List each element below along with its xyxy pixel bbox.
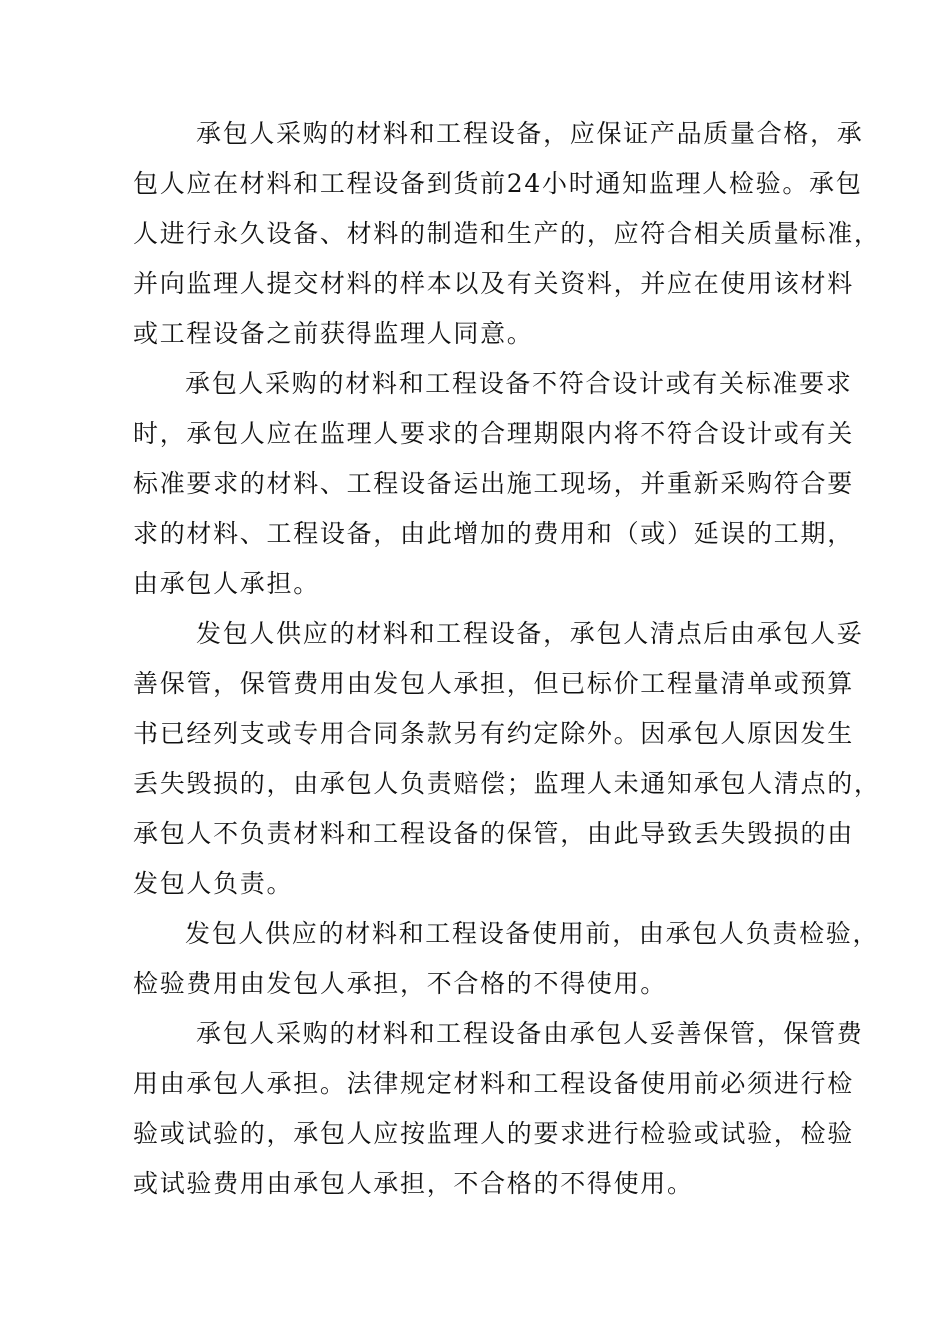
paragraph-1-line-5: 或工程设备之前获得监理人同意。 bbox=[133, 319, 534, 348]
paragraph-1-line-1: 承包人采购的材料和工程设备，应保证产品质量合格，承 bbox=[196, 119, 864, 148]
paragraph-1-line-3: 人进行永久设备、材料的制造和生产的，应符合相关质量标准， bbox=[133, 219, 881, 248]
paragraph-2-line-2: 时，承包人应在监理人要求的合理期限内将不符合设计或有关 bbox=[133, 419, 854, 448]
paragraph-2-line-5: 由承包人承担。 bbox=[133, 569, 320, 598]
paragraph-3-line-2: 善保管，保管费用由发包人承担，但已标价工程量清单或预算 bbox=[133, 669, 854, 698]
paragraph-5-line-2: 用由承包人承担。法律规定材料和工程设备使用前必须进行检 bbox=[133, 1069, 854, 1098]
paragraph-5-line-1: 承包人采购的材料和工程设备由承包人妥善保管，保管费 bbox=[196, 1019, 864, 1048]
paragraph-5-line-4: 或试验费用由承包人承担，不合格的不得使用。 bbox=[133, 1169, 694, 1198]
paragraph-1-line-2: 包人应在材料和工程设备到货前24小时通知监理人检验。承包 bbox=[133, 169, 863, 198]
paragraph-5-line-3: 验或试验的，承包人应按监理人的要求进行检验或试验，检验 bbox=[133, 1119, 854, 1148]
paragraph-1-line-4: 并向监理人提交材料的样本以及有关资料，并应在使用该材料 bbox=[133, 269, 854, 298]
paragraph-4-line-1: 发包人供应的材料和工程设备使用前，由承包人负责检验， bbox=[185, 919, 880, 948]
paragraph-2-line-1: 承包人采购的材料和工程设备不符合设计或有关标准要求 bbox=[185, 369, 853, 398]
paragraph-3-line-4: 丢失毁损的，由承包人负责赔偿；监理人未通知承包人清点的， bbox=[133, 769, 881, 798]
paragraph-4-line-2: 检验费用由发包人承担，不合格的不得使用。 bbox=[133, 969, 668, 998]
paragraph-3-line-5: 承包人不负责材料和工程设备的保管，由此导致丢失毁损的由 bbox=[133, 819, 854, 848]
paragraph-3-line-3: 书已经列支或专用合同条款另有约定除外。因承包人原因发生 bbox=[133, 719, 854, 748]
paragraph-3-line-6: 发包人负责。 bbox=[133, 869, 294, 898]
paragraph-3-line-1: 发包人供应的材料和工程设备，承包人清点后由承包人妥 bbox=[196, 619, 864, 648]
paragraph-2-line-3: 标准要求的材料、工程设备运出施工现场，并重新采购符合要 bbox=[133, 469, 854, 498]
paragraph-2-line-4: 求的材料、工程设备，由此增加的费用和（或）延误的工期， bbox=[133, 519, 854, 548]
